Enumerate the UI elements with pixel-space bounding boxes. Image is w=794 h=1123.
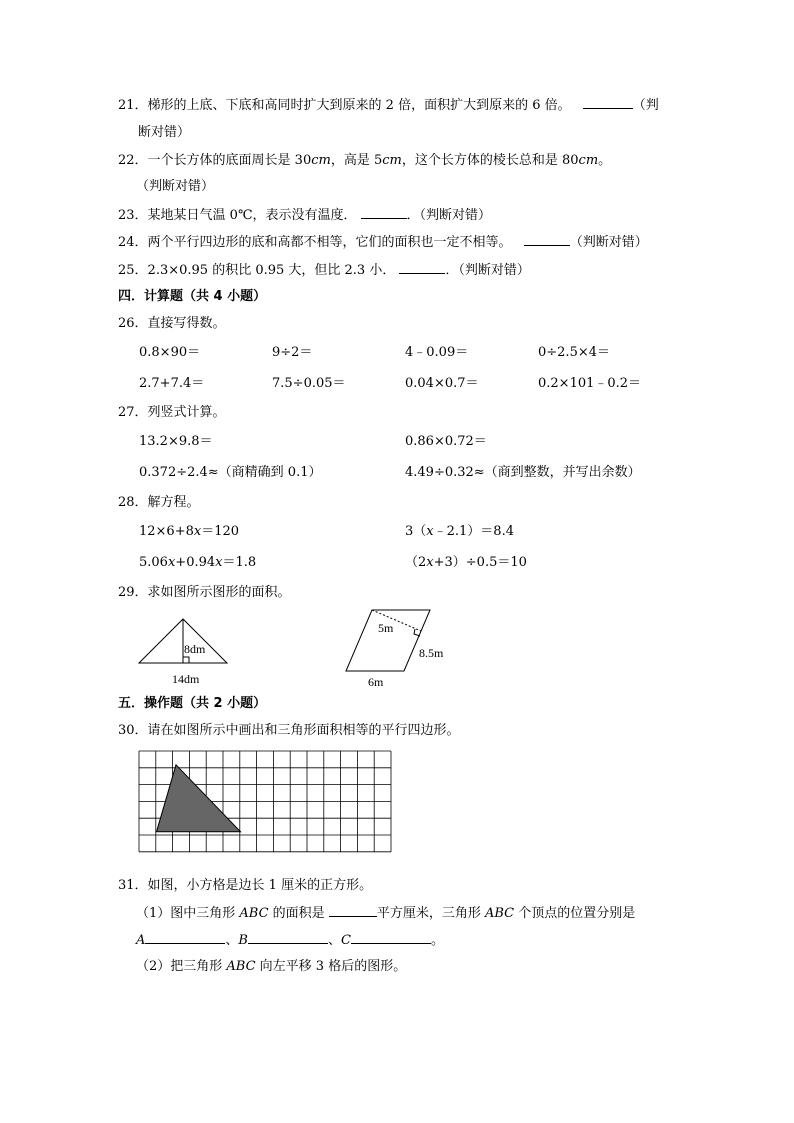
parallelogram-height-label: 5m: [378, 621, 394, 635]
triangle-name: ABC: [484, 906, 515, 921]
question-text: 列竖式计算。: [147, 405, 226, 420]
question-text: 求如图所示图形的面积。: [147, 585, 291, 600]
vertex-label: A: [136, 933, 146, 948]
q26-item: 2.7+7.4＝: [139, 376, 205, 391]
question-text: 一个长方体的底面周长是 30: [147, 153, 312, 168]
equation-part: 12×6+8: [139, 524, 194, 539]
q26-item: 4﹣0.09＝: [405, 345, 469, 360]
variable: x: [167, 555, 176, 570]
question-text: 平方厘米，三角形: [376, 906, 485, 921]
q26-item: 0.8×90＝: [139, 345, 201, 360]
q27-item: 0.372÷2.4≈（商精确到 0.1）: [139, 465, 322, 480]
answer-blank[interactable]: [329, 904, 377, 917]
q26-line: [118, 315, 226, 333]
question-number: 25．: [118, 263, 148, 278]
q28-equation: [139, 554, 256, 572]
parallelogram-figure: [335, 602, 465, 692]
judge-hint: ．（判断对错）: [406, 208, 492, 223]
q23-line: [118, 206, 491, 225]
q30-line: [118, 722, 460, 740]
parallelogram-side-label: 8.5m: [419, 646, 444, 660]
section-heading-4: 四．计算题（共 4 小题）: [118, 289, 267, 304]
question-number: 26．: [118, 316, 148, 331]
triangle-base-label: 14dm: [172, 672, 200, 686]
triangle-height-label: 8dm: [184, 642, 206, 656]
equation-part: （2: [405, 555, 427, 570]
answer-blank[interactable]: [583, 96, 633, 109]
variable: x: [215, 555, 223, 570]
section-heading-5: 五．操作题（共 2 小题）: [118, 696, 267, 711]
separator: 、: [327, 933, 341, 948]
q27-item: 4.49÷0.32≈（商到整数，并写出余数）: [405, 465, 641, 480]
q31-vertex-line: [136, 931, 444, 950]
vertex-label: C: [340, 933, 351, 948]
question-text: 的面积是: [268, 906, 329, 921]
triangle-name: ABC: [226, 959, 256, 974]
question-number: 24．: [118, 235, 148, 250]
equation-part: 5.06: [139, 555, 168, 570]
equation-part: ＝1.8: [222, 555, 257, 570]
q31-part1: [136, 904, 635, 923]
equation-part: +0.94: [175, 555, 216, 570]
question-text: 直接写得数。: [147, 316, 226, 331]
variable: x: [193, 524, 202, 539]
judge-hint: （判断对错）: [569, 235, 648, 250]
q28-equation: [139, 523, 239, 541]
question-text: 两个平行四边形的底和高都不相等，它们的面积也一定不相等。: [147, 235, 512, 250]
q21-cont: 断对错）: [138, 125, 191, 140]
question-number: 28．: [118, 495, 148, 510]
q22-cont: （判断对错）: [136, 179, 215, 194]
q28-equation: [405, 554, 527, 572]
parallelogram-base-label: 6m: [368, 675, 384, 689]
variable: x: [426, 524, 434, 539]
q31-line: [118, 877, 372, 895]
grid-figure: [136, 748, 396, 866]
q26-item: 7.5÷0.05＝: [272, 376, 346, 391]
triangle-name: ABC: [239, 906, 269, 921]
q28-equation: [405, 523, 514, 541]
question-number: 31．: [118, 878, 148, 893]
question-number: 27．: [118, 405, 148, 420]
equation-part: ＝120: [201, 524, 240, 539]
question-number: 21．: [118, 98, 148, 113]
answer-blank[interactable]: [361, 206, 407, 219]
question-text: ，这个长方体的棱长总和是 80: [401, 153, 579, 168]
unit: cm: [382, 153, 402, 168]
parallelogram-shape: [346, 610, 430, 671]
question-text: 某地某日气温 0℃，表示没有温度．: [147, 208, 357, 223]
triangle-figure: [130, 612, 260, 690]
question-number: 29．: [118, 585, 148, 600]
q21-line: [118, 96, 659, 115]
answer-blank-c[interactable]: [351, 931, 431, 944]
unit: cm: [578, 153, 599, 168]
question-text: 如图，小方格是边长 1 厘米的正方形。: [147, 878, 373, 893]
question-text: 个顶点的位置分别是: [514, 906, 636, 921]
vertex-label: B: [238, 933, 248, 948]
question-text: ，高是 5: [330, 153, 383, 168]
judge-hint: ．（判断对错）: [445, 263, 530, 278]
q27-item: 13.2×9.8＝: [139, 434, 213, 449]
answer-blank[interactable]: [524, 233, 570, 246]
answer-blank[interactable]: [399, 261, 445, 274]
separator: 、: [225, 933, 239, 948]
question-text: 梯形的上底、下底和高同时扩大到原来的 2 倍，面积扩大到原来的 6 倍。: [147, 98, 571, 113]
question-text: 解方程。: [147, 495, 200, 510]
q28-line: [118, 494, 200, 512]
question-text: 向左平移 3 格后的图形。: [255, 959, 407, 974]
q27-line: [118, 404, 226, 422]
judge-hint: （判: [632, 98, 659, 113]
q26-item: 0.04×0.7＝: [405, 376, 479, 391]
question-number: 23．: [118, 208, 148, 223]
answer-blank-b[interactable]: [248, 931, 328, 944]
equation-part: +3）÷0.5＝10: [433, 555, 527, 570]
equation-part: ﹣2.1）＝8.4: [433, 524, 514, 539]
answer-blank-a[interactable]: [145, 931, 225, 944]
question-text: 请在如图所示中画出和三角形面积相等的平行四边形。: [147, 723, 460, 738]
q26-item: 0÷2.5×4＝: [538, 345, 611, 360]
q31-part2: [136, 958, 406, 976]
q27-item: 0.86×0.72＝: [405, 434, 487, 449]
q25-line: [118, 261, 530, 280]
q26-item: 0.2×101﹣0.2＝: [538, 376, 642, 391]
separator: 。: [430, 933, 444, 948]
equation-part: 3（: [405, 524, 427, 539]
q29-line: [118, 584, 291, 602]
q26-item: 9÷2＝: [272, 345, 313, 360]
right-angle-mark: [183, 657, 189, 663]
question-text: 2.3×0.95 的积比 0.95 大，但比 2.3 小．: [147, 263, 396, 278]
q24-line: [118, 233, 648, 252]
question-number: 30．: [118, 723, 148, 738]
question-text: 。: [598, 153, 612, 168]
variable: x: [426, 555, 434, 570]
shaded-triangle: [157, 765, 241, 832]
unit: cm: [311, 153, 331, 168]
question-text: （2）把三角形: [136, 959, 227, 974]
question-number: 22．: [118, 153, 148, 168]
question-text: （1）图中三角形: [136, 906, 240, 921]
q22-line: [118, 152, 611, 170]
